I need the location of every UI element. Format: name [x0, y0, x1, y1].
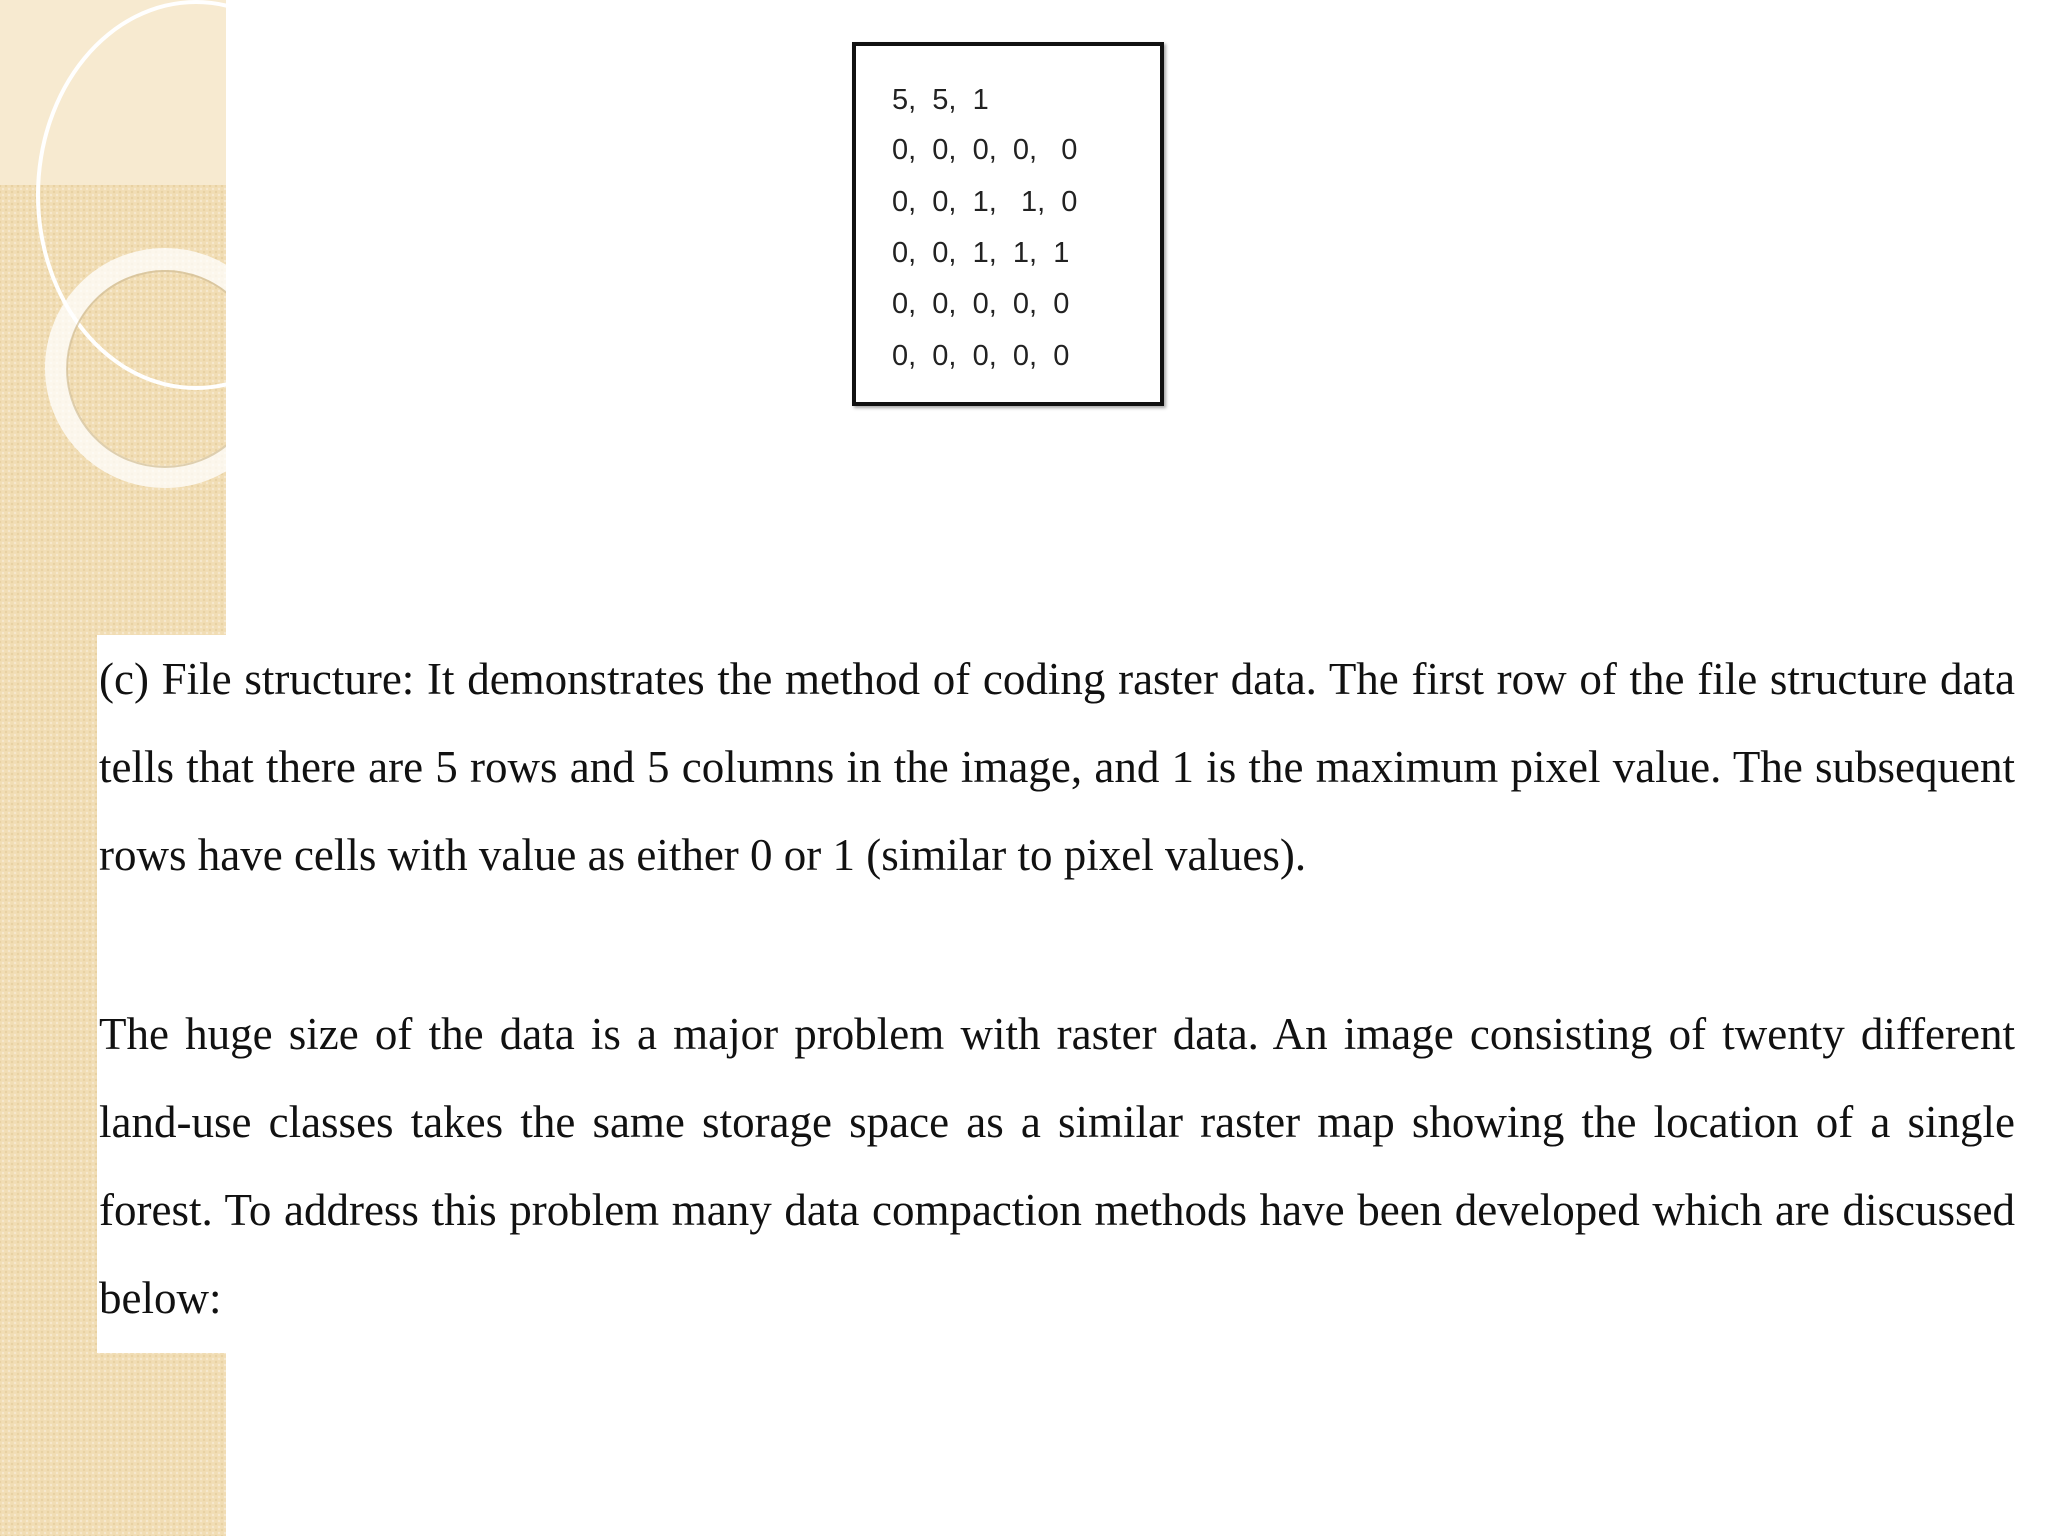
slide-body	[97, 635, 2019, 1353]
matrix-row-header: 5, 5, 1	[892, 84, 989, 116]
file-structure-paragraph: (c) File structure: It demonstrates the method of coding raster data. The first row of the file structure data tells that there are 5 rows and 5 columns in the image, and 1 is the maximum pixel value. The subsequent rows have cells with value as either 0 or 1 (similar to pixel values).	[99, 654, 2015, 880]
matrix-row: 0, 0, 0, 0, 0	[892, 288, 1070, 320]
matrix-row: 0, 0, 1, 1, 1	[892, 237, 1070, 269]
matrix-row: 0, 0, 0, 0, 0	[892, 340, 1070, 372]
matrix-row: 0, 0, 1, 1, 0	[892, 186, 1078, 218]
data-size-paragraph: The huge size of the data is a major problem with raster data. An image consisting of twenty different land-use classes takes the same storage space as a similar raster map showing the location of a single forest. To address this problem many data compaction methods have been developed which are discussed below:	[99, 1009, 2015, 1323]
raster-file-structure-figure	[852, 42, 1164, 406]
matrix-row: 0, 0, 0, 0, 0	[892, 134, 1078, 166]
